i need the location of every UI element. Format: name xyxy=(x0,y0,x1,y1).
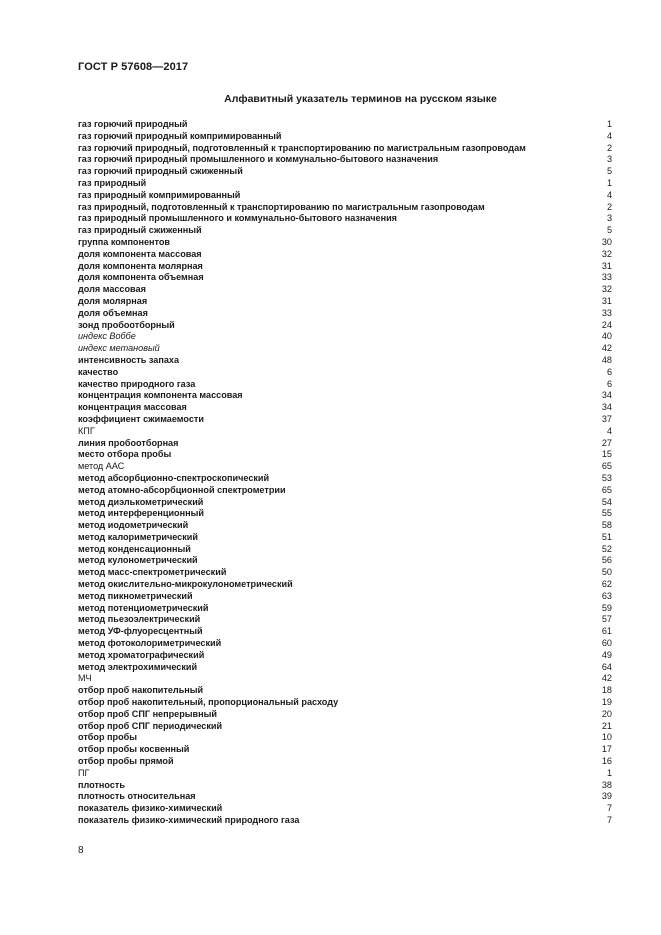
index-term: доля объемная xyxy=(78,307,148,318)
index-term: отбор пробы прямой xyxy=(78,756,174,767)
index-page-ref: 32 xyxy=(601,284,612,295)
list-item xyxy=(78,261,612,273)
document-code: ГОСТ Р 57608—2017 xyxy=(78,61,189,73)
list-item xyxy=(78,402,612,414)
list-item xyxy=(78,603,612,615)
index-term: газ природный xyxy=(78,177,147,188)
index-term: газ природный сжиженный xyxy=(78,225,202,236)
list-item xyxy=(78,438,612,450)
index-term: коэффициент сжимаемости xyxy=(78,413,204,424)
index-page-ref: 6 xyxy=(606,366,612,377)
index-term: газ горючий природный сжиженный xyxy=(78,166,243,177)
index-term: концентрация массовая xyxy=(78,402,187,413)
list-item xyxy=(78,331,612,343)
index-term: доля компонента молярная xyxy=(78,260,203,271)
index-page-ref: 4 xyxy=(606,189,612,200)
index-page-ref: 2 xyxy=(606,201,612,212)
list-item xyxy=(78,154,612,166)
index-term: метод атомно-абсорбционной спектрометрии xyxy=(78,484,286,495)
list-item xyxy=(78,532,612,544)
index-term: метод пьезоэлектрический xyxy=(78,614,201,625)
index-page-ref: 1 xyxy=(606,119,612,129)
index-page-ref: 56 xyxy=(601,555,612,566)
index-term: отбор проб СПГ периодический xyxy=(78,720,223,731)
index-page-ref: 63 xyxy=(601,590,612,601)
index-term: отбор проб СПГ непрерывный xyxy=(78,708,217,719)
index-term: интенсивность запаха xyxy=(78,354,180,365)
index-page-ref: 40 xyxy=(601,331,612,342)
index-term: метод УФ-флуоресцентный xyxy=(78,626,203,637)
index-term: доля молярная xyxy=(78,295,148,306)
index-term: газ горючий природный, подготовленный к транспортированию по магистральным газопроводам xyxy=(78,142,526,153)
index-term: концентрация компонента массовая xyxy=(78,390,243,401)
index-page-ref: 30 xyxy=(601,236,612,247)
list-item xyxy=(78,461,612,473)
list-item xyxy=(78,131,612,143)
index-term: линия пробоотборная xyxy=(78,437,179,448)
index-page-ref: 5 xyxy=(606,166,612,177)
index-title: Алфавитный указатель терминов на русском языке xyxy=(224,93,497,105)
list-item xyxy=(78,284,612,296)
list-item xyxy=(78,449,612,461)
index-term: газ природный, подготовленный к транспортированию по магистральным газопроводам xyxy=(78,201,485,212)
index-term: метод интерференционный xyxy=(78,508,204,519)
index-term: индекс Воббе xyxy=(78,331,136,342)
list-item xyxy=(78,638,612,650)
index-page-ref: 60 xyxy=(601,638,612,649)
list-item xyxy=(78,697,612,709)
index-term: метод конденсационный xyxy=(78,543,191,554)
index-page-ref: 59 xyxy=(601,602,612,613)
list-item xyxy=(78,485,612,497)
index-page-ref: 3 xyxy=(606,213,612,224)
index-page-ref: 33 xyxy=(601,307,612,318)
index-page-ref: 42 xyxy=(601,673,612,684)
list-item xyxy=(78,497,612,509)
index-term: газ горючий природный промышленного и коммунально-бытового назначения xyxy=(78,154,439,165)
list-item xyxy=(78,650,612,662)
list-item xyxy=(78,780,612,792)
index-page-ref: 20 xyxy=(601,708,612,719)
index-term: МЧ xyxy=(78,673,92,684)
list-item xyxy=(78,308,612,320)
index-term: плотность относительная xyxy=(78,791,196,802)
list-item xyxy=(78,591,612,603)
index-term: индекс метановый xyxy=(78,343,160,354)
index-term: метод ААС xyxy=(78,461,125,472)
list-item xyxy=(78,426,612,438)
index-page-ref: 4 xyxy=(606,130,612,141)
index-page-ref: 1 xyxy=(606,177,612,188)
list-item xyxy=(78,685,612,697)
index-term: отбор проб накопительный xyxy=(78,685,204,696)
index-page-ref: 19 xyxy=(601,697,612,708)
index-term: доля массовая xyxy=(78,284,146,295)
index-term: метод хроматографический xyxy=(78,649,205,660)
list-item xyxy=(78,473,612,485)
list-item xyxy=(78,166,612,178)
list-item xyxy=(78,803,612,815)
index-page-ref: 64 xyxy=(601,661,612,672)
list-item xyxy=(78,662,612,674)
index-term: плотность xyxy=(78,779,125,790)
index-page-ref: 38 xyxy=(601,779,612,790)
list-item xyxy=(78,673,612,685)
index-page-ref: 65 xyxy=(601,461,612,472)
index-page-ref: 3 xyxy=(606,154,612,165)
index-term: метод диэлькометрический xyxy=(78,496,204,507)
index-page-ref: 15 xyxy=(601,449,612,460)
index-term: метод масс-спектрометрический xyxy=(78,567,227,578)
index-term: газ природный компримированный xyxy=(78,189,241,200)
list-item xyxy=(78,614,612,626)
list-item xyxy=(78,202,612,214)
index-page-ref: 49 xyxy=(601,649,612,660)
list-item xyxy=(78,520,612,532)
index-term: метод фотоколориметрический xyxy=(78,638,222,649)
index-page-ref: 16 xyxy=(601,756,612,767)
index-term: метод потенциометрический xyxy=(78,602,209,613)
list-item xyxy=(78,379,612,391)
list-item xyxy=(78,213,612,225)
index-page-ref: 4 xyxy=(606,425,612,436)
index-page-ref: 37 xyxy=(601,413,612,424)
list-item xyxy=(78,709,612,721)
term-list xyxy=(78,119,612,827)
index-page-ref: 50 xyxy=(601,567,612,578)
index-page-ref: 61 xyxy=(601,626,612,637)
list-item xyxy=(78,791,612,803)
list-item xyxy=(78,143,612,155)
list-item xyxy=(78,343,612,355)
index-term: доля компонента объемная xyxy=(78,272,204,283)
index-page-ref: 10 xyxy=(601,732,612,743)
index-page-ref: 1 xyxy=(606,767,612,778)
index-term: отбор пробы косвенный xyxy=(78,744,190,755)
index-term: отбор проб накопительный, пропорциональный расходу xyxy=(78,697,339,708)
index-page-ref: 5 xyxy=(606,225,612,236)
index-term: метод кулонометрический xyxy=(78,555,198,566)
list-item xyxy=(78,544,612,556)
index-page-ref: 58 xyxy=(601,520,612,531)
list-item xyxy=(78,296,612,308)
list-item xyxy=(78,320,612,332)
index-term: ПГ xyxy=(78,767,90,778)
list-item xyxy=(78,815,612,827)
list-item xyxy=(78,414,612,426)
list-item xyxy=(78,355,612,367)
index-page-ref: 52 xyxy=(601,543,612,554)
index-page-ref: 55 xyxy=(601,508,612,519)
index-term: метод калориметрический xyxy=(78,531,198,542)
list-item xyxy=(78,249,612,261)
list-item xyxy=(78,237,612,249)
index-term: отбор пробы xyxy=(78,732,138,743)
index-term: место отбора пробы xyxy=(78,449,172,460)
index-term: показатель физико-химический природного газа xyxy=(78,815,300,826)
index-page-ref: 32 xyxy=(601,248,612,259)
index-page-ref: 31 xyxy=(601,295,612,306)
index-page-ref: 24 xyxy=(601,319,612,330)
index-term: газ горючий природный xyxy=(78,119,188,129)
index-term: группа компонентов xyxy=(78,236,171,247)
index-term: метод электрохимический xyxy=(78,661,198,672)
index-page-ref: 65 xyxy=(601,484,612,495)
list-item xyxy=(78,626,612,638)
index-page-ref: 17 xyxy=(601,744,612,755)
index-page-ref: 53 xyxy=(601,472,612,483)
index-term: КПГ xyxy=(78,425,95,436)
list-item xyxy=(78,390,612,402)
index-term: газ горючий природный компримированный xyxy=(78,130,282,141)
list-item xyxy=(78,768,612,780)
index-page-ref: 31 xyxy=(601,260,612,271)
page-number: 8 xyxy=(78,845,84,856)
index-term: зонд пробоотборный xyxy=(78,319,175,330)
list-item xyxy=(78,225,612,237)
index-page-ref: 27 xyxy=(601,437,612,448)
index-page-ref: 51 xyxy=(601,531,612,542)
list-item xyxy=(78,555,612,567)
list-item xyxy=(78,579,612,591)
index-page-ref: 7 xyxy=(606,815,612,826)
list-item xyxy=(78,567,612,579)
index-page-ref: 33 xyxy=(601,272,612,283)
index-term: метод абсорбционно-спектроскопический xyxy=(78,472,270,483)
index-term: качество xyxy=(78,366,119,377)
index-page-ref: 48 xyxy=(601,354,612,365)
list-item xyxy=(78,508,612,520)
list-item xyxy=(78,272,612,284)
list-item xyxy=(78,732,612,744)
index-page-ref: 7 xyxy=(606,803,612,814)
index-page-ref: 62 xyxy=(601,579,612,590)
index-page-ref: 6 xyxy=(606,378,612,389)
index-page-ref: 2 xyxy=(606,142,612,153)
index-term: метод пикнометрический xyxy=(78,590,193,601)
index-page-ref: 57 xyxy=(601,614,612,625)
index-term: метод иодометрический xyxy=(78,520,189,531)
index-term: качество природного газа xyxy=(78,378,196,389)
list-item xyxy=(78,721,612,733)
index-page-ref: 21 xyxy=(601,720,612,731)
index-page-ref: 39 xyxy=(601,791,612,802)
list-item xyxy=(78,367,612,379)
index-term: доля компонента массовая xyxy=(78,248,202,259)
index-term: метод окислительно-микрокулонометрический xyxy=(78,579,293,590)
list-item xyxy=(78,178,612,190)
list-item xyxy=(78,190,612,202)
index-term: показатель физико-химический xyxy=(78,803,223,814)
index-page-ref: 54 xyxy=(601,496,612,507)
index-page-ref: 18 xyxy=(601,685,612,696)
index-page-ref: 34 xyxy=(601,390,612,401)
index-page-ref: 34 xyxy=(601,402,612,413)
list-item xyxy=(78,756,612,768)
list-item xyxy=(78,119,612,131)
index-term: газ природный промышленного и коммунально-бытового назначения xyxy=(78,213,397,224)
index-page-ref: 42 xyxy=(601,343,612,354)
list-item xyxy=(78,744,612,756)
